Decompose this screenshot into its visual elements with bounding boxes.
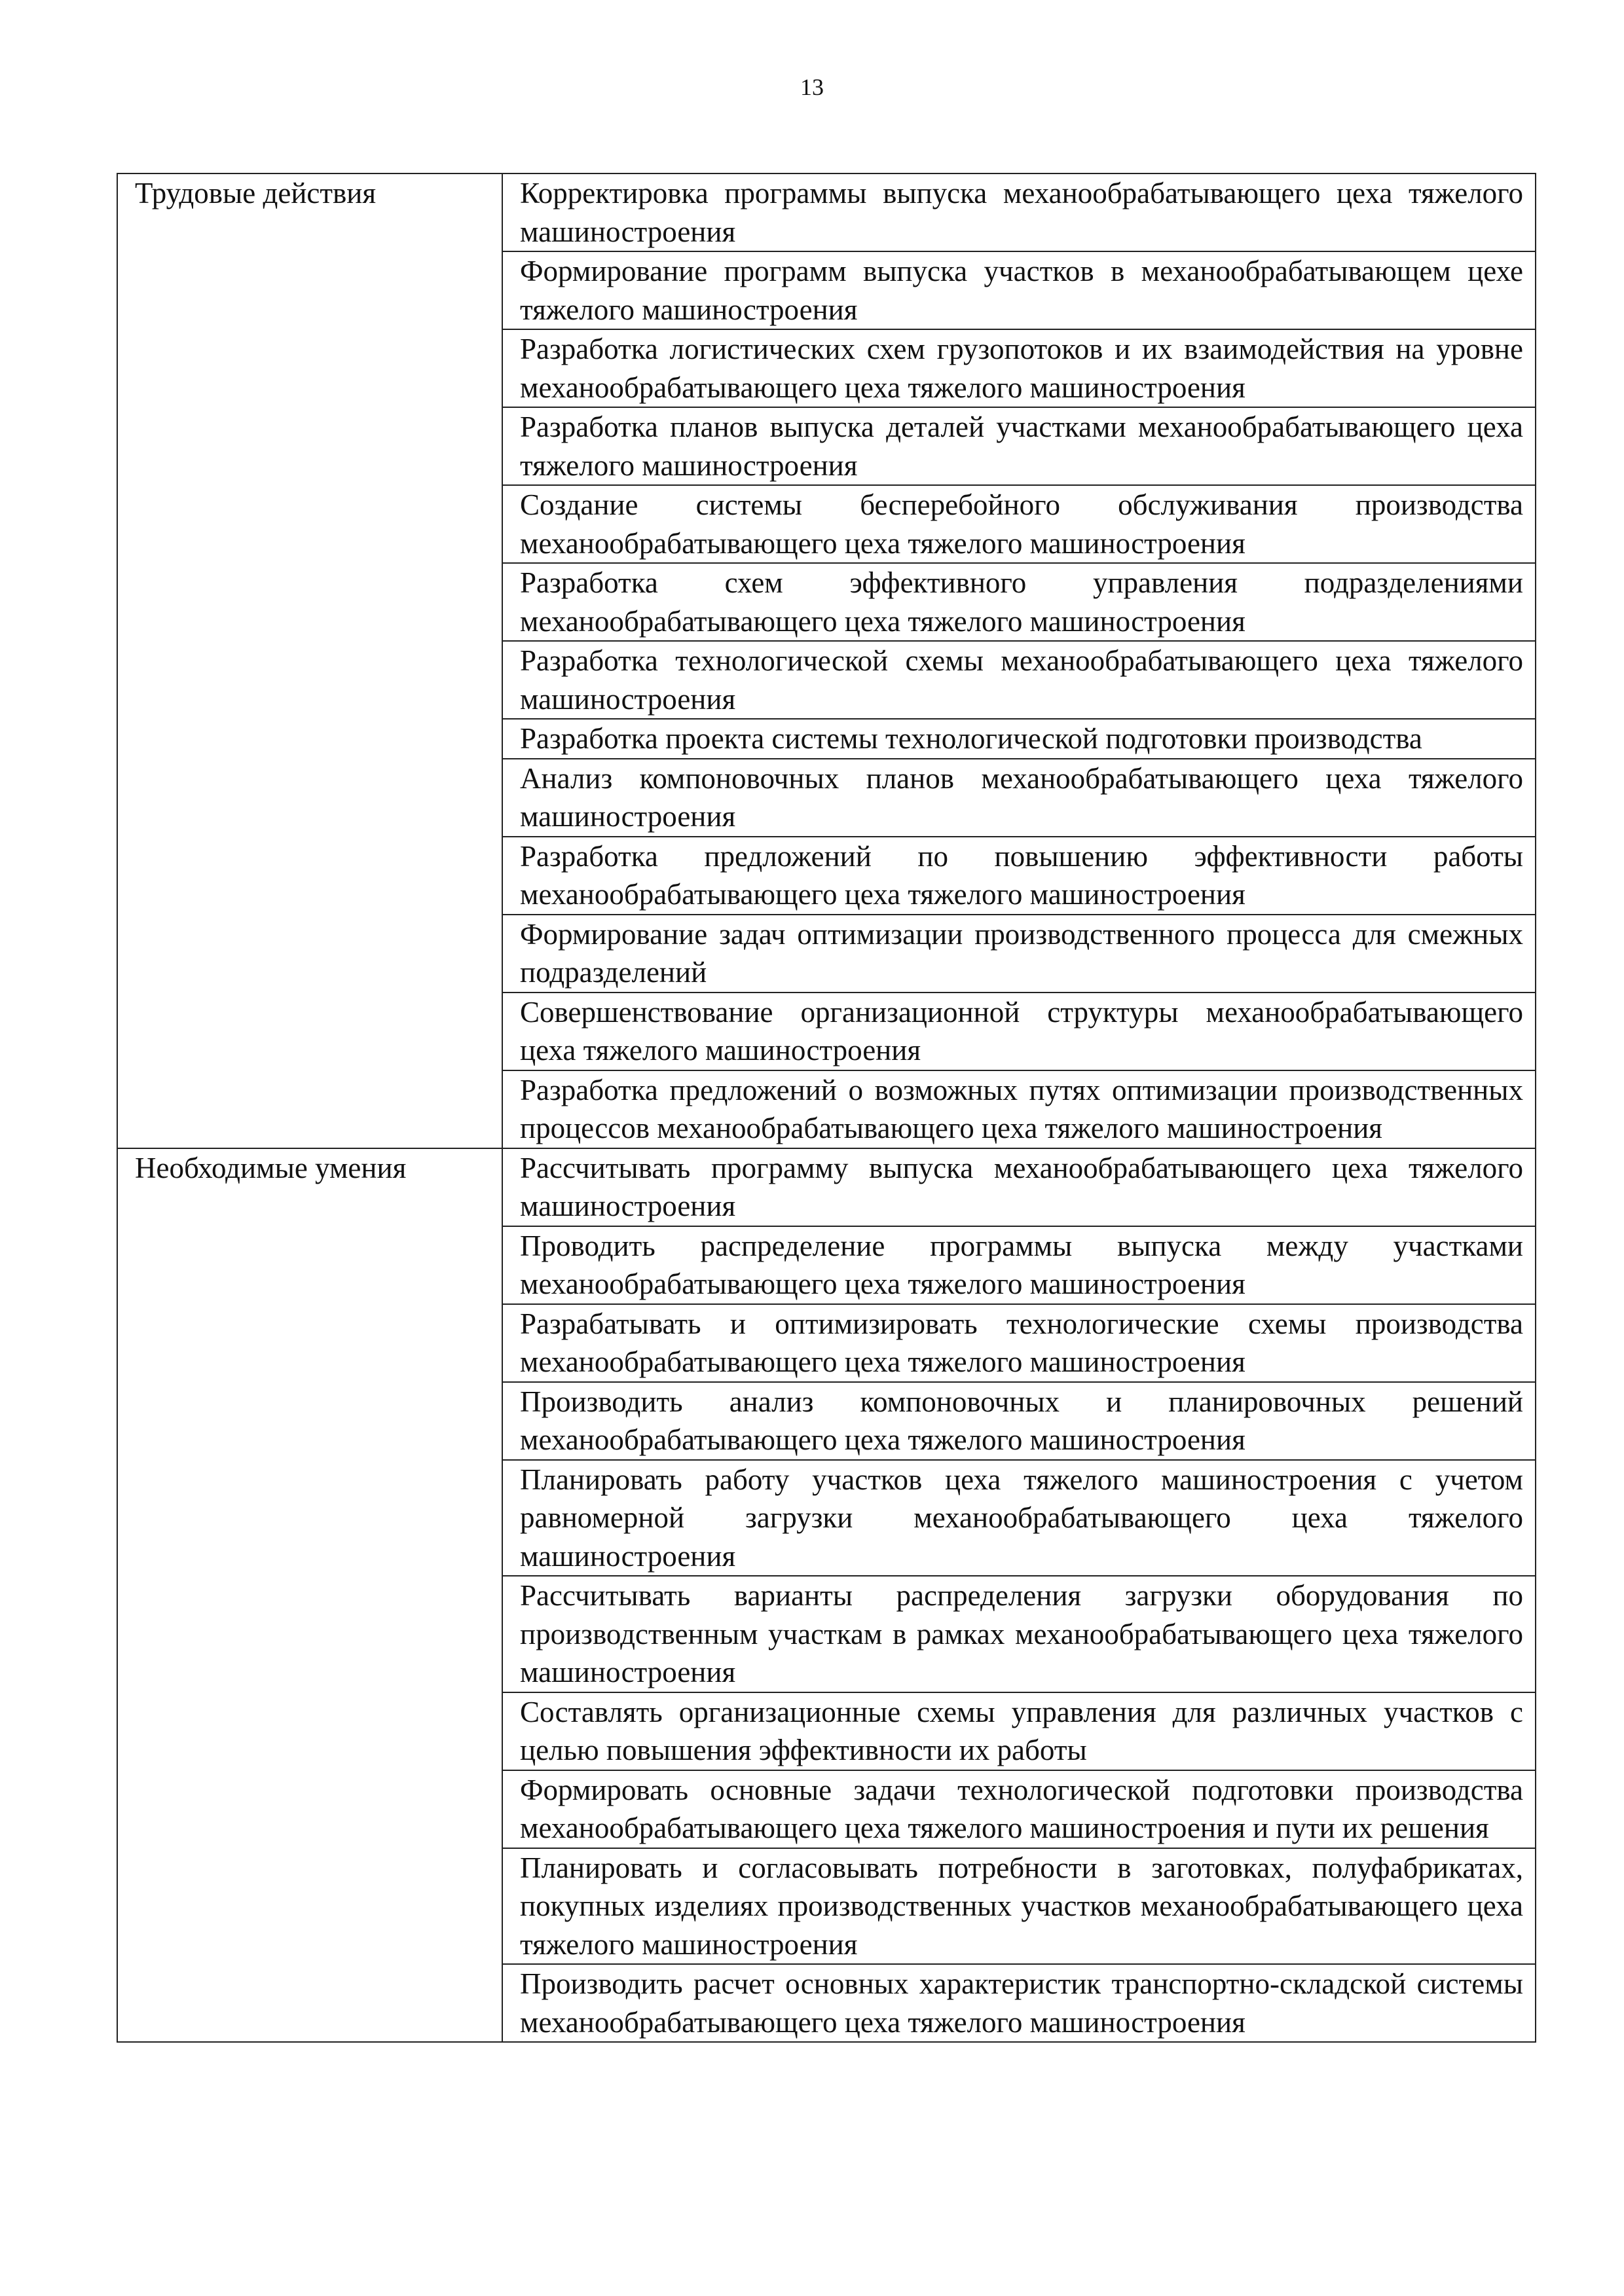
section-heading: Трудовые действия	[117, 173, 502, 1148]
table-cell-item: Планировать работу участков цеха тяжелого машиностроения с учетом равномерной загрузки механообрабатывающего цеха тяжелого машиностроения	[502, 1460, 1536, 1576]
table-cell-item: Разработка предложений по повышению эффективности работы механообрабатывающего цеха тяжелого машиностроения	[502, 837, 1536, 915]
competency-table	[117, 173, 1536, 2043]
table-cell-item: Разрабатывать и оптимизировать технологические схемы производства механообрабатывающего цеха тяжелого машиностроения	[502, 1304, 1536, 1382]
table-cell-item: Рассчитывать варианты распределения загрузки оборудования по производственным участкам в рамках механообрабатывающего цеха тяжелого машиностроения	[502, 1576, 1536, 1692]
table-cell-item: Производить анализ компоновочных и планировочных решений механообрабатывающего цеха тяжелого машиностроения	[502, 1382, 1536, 1460]
table-cell-item: Проводить распределение программы выпуска между участками механообрабатывающего цеха тяжелого машиностроения	[502, 1226, 1536, 1304]
page-number: 13	[800, 74, 824, 100]
table-row	[117, 173, 1536, 251]
table-cell-item: Производить расчет основных характеристик транспортно-складской системы механообрабатывающего цеха тяжелого машиностроения	[502, 1964, 1536, 2042]
section-heading: Необходимые умения	[117, 1148, 502, 2043]
table-cell-item: Формирование задач оптимизации производственного процесса для смежных подразделений	[502, 915, 1536, 993]
table-cell-item: Создание системы бесперебойного обслуживания производства механообрабатывающего цеха тяжелого машиностроения	[502, 485, 1536, 563]
table-cell-item: Составлять организационные схемы управления для различных участков с целью повышения эффективности их работы	[502, 1692, 1536, 1770]
table-row	[117, 1148, 1536, 1226]
table-cell-item: Формирование программ выпуска участков в механообрабатывающем цехе тяжелого машиностроения	[502, 251, 1536, 329]
table-cell-item: Формировать основные задачи технологической подготовки производства механообрабатывающего цеха тяжелого машиностроения и пути их решения	[502, 1770, 1536, 1848]
table-cell-item: Разработка логистических схем грузопотоков и их взаимодействия на уровне механообрабатывающего цеха тяжелого машиностроения	[502, 329, 1536, 407]
table-cell-item: Совершенствование организационной структуры механообрабатывающего цеха тяжелого машиностроения	[502, 993, 1536, 1070]
table-cell-item: Корректировка программы выпуска механообрабатывающего цеха тяжелого машиностроения	[502, 173, 1536, 251]
table-cell-item: Разработка схем эффективного управления подразделениями механообрабатывающего цеха тяжелого машиностроения	[502, 563, 1536, 641]
table-cell-item: Разработка технологической схемы механообрабатывающего цеха тяжелого машиностроения	[502, 641, 1536, 719]
table-cell-item: Рассчитывать программу выпуска механообрабатывающего цеха тяжелого машиностроения	[502, 1148, 1536, 1226]
table-cell-item: Анализ компоновочных планов механообрабатывающего цеха тяжелого машиностроения	[502, 759, 1536, 837]
table-cell-item: Планировать и согласовывать потребности в заготовках, полуфабрикатах, покупных изделиях производственных участков механообрабатывающего цеха тяжелого машиностроения	[502, 1848, 1536, 1965]
table-cell-item: Разработка планов выпуска деталей участками механообрабатывающего цеха тяжелого машиностроения	[502, 407, 1536, 485]
competency-table-body	[117, 173, 1536, 2042]
table-cell-item: Разработка проекта системы технологической подготовки производства	[502, 719, 1536, 759]
table-cell-item: Разработка предложений о возможных путях оптимизации производственных процессов механообрабатывающего цеха тяжелого машиностроения	[502, 1070, 1536, 1148]
